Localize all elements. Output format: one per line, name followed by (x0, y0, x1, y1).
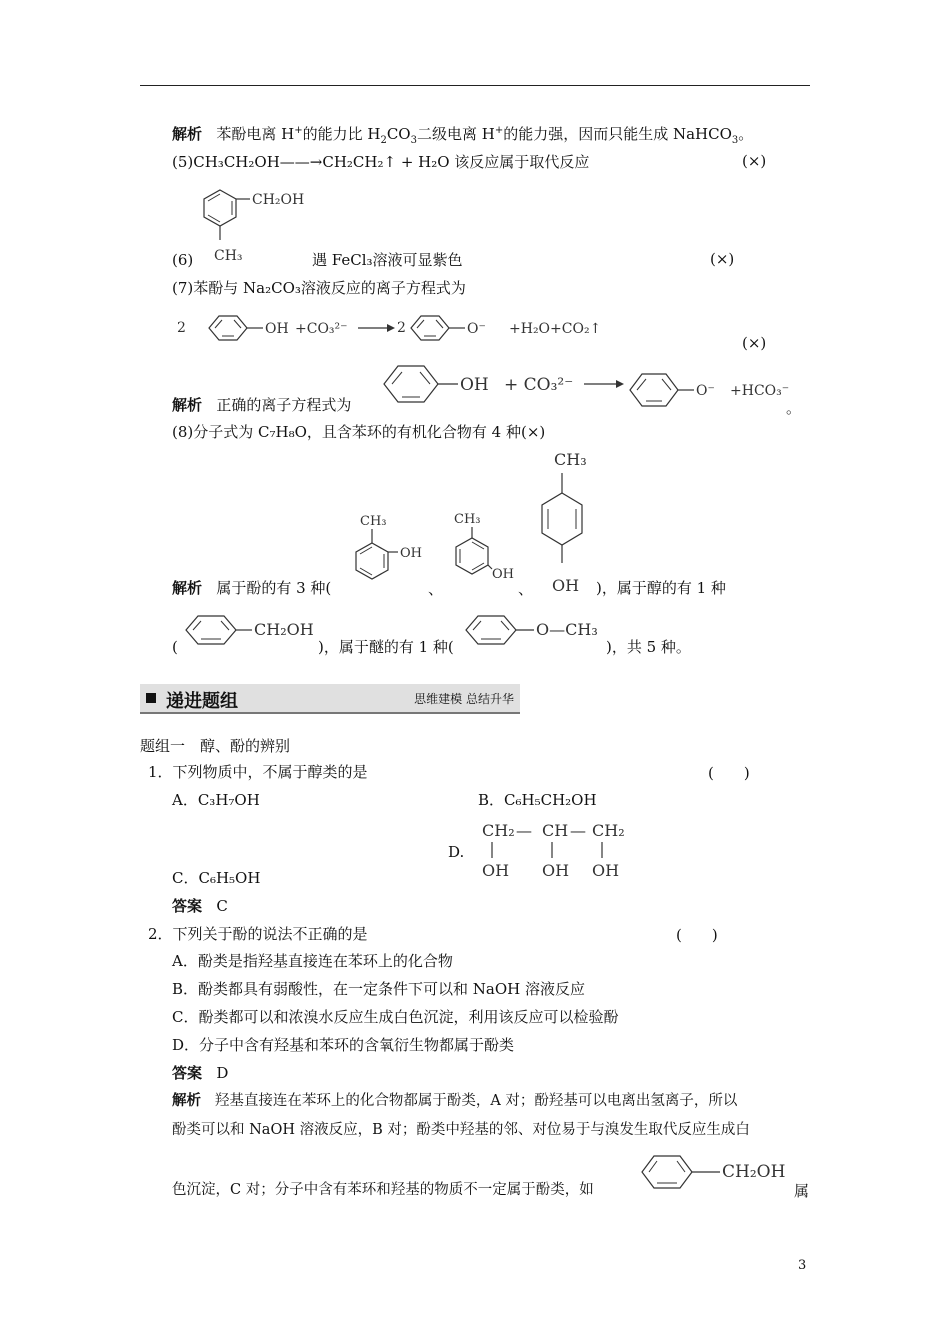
svg-text:2: 2 (177, 320, 186, 336)
item-7-text: (7)苯酚与 Na₂CO₃溶液反应的离子方程式为 (172, 279, 466, 297)
svg-text:+H₂O+CO₂↑: +H₂O+CO₂↑ (509, 321, 602, 337)
benzyl-alcohol-structure-2 (636, 1150, 796, 1195)
ch2oh-label: CH₂OH (252, 192, 305, 208)
svg-text:OH: OH (492, 567, 514, 582)
svg-text:O—CH₃: O—CH₃ (536, 620, 598, 639)
svg-text:CH₂OH: CH₂OH (254, 620, 314, 639)
benzene-ring-icon (630, 374, 678, 406)
q2-option-b: B．酚类都具有弱酸性，在一定条件下可以和 NaOH 溶液反应 (172, 980, 586, 998)
q2-stem: 2．下列关于酚的说法不正确的是 (148, 925, 368, 943)
svg-text:O⁻: O⁻ (467, 321, 486, 337)
analysis-7: 解析 正确的离子方程式为 (172, 396, 352, 414)
svg-text:OH: OH (482, 861, 510, 880)
section-banner (140, 684, 520, 714)
header-rule (140, 85, 810, 86)
svg-text:OH: OH (592, 861, 620, 880)
q1-option-c: C．C₆H₅OH (172, 869, 261, 887)
ch3-label: CH₃ (214, 248, 243, 264)
svg-text:CH₂OH: CH₂OH (722, 1162, 786, 1182)
svg-text:+ CO₃²⁻: + CO₃²⁻ (504, 375, 574, 395)
svg-text:—: — (570, 821, 586, 840)
svg-text:2: 2 (397, 320, 406, 336)
item-7-mark: (×) (742, 334, 767, 352)
q1-stem: 1．下列物质中，不属于醇类的是 (148, 763, 368, 781)
page-number: 3 (798, 1258, 807, 1273)
benzyl-alcohol-structure (180, 610, 320, 655)
svg-text:OH: OH (400, 546, 422, 561)
svg-text:CH₃: CH₃ (554, 450, 587, 469)
svg-text:CH₃: CH₃ (454, 512, 481, 527)
square-bullet-icon (146, 693, 156, 703)
analysis-8: 解析 属于酚的有 3 种( (172, 579, 332, 597)
item-6-mark: (×) (710, 250, 735, 268)
q2-analysis-line2: 酚类可以和 NaOH 溶液反应，B 对；酚类中羟基的邻、对位易于与溴发生取代反应生成白 (172, 1122, 750, 1138)
svg-text:CH₂: CH₂ (592, 821, 625, 840)
svg-text:CH₃: CH₃ (360, 514, 387, 529)
p-cresol-structure (530, 445, 600, 600)
svg-text:+HCO₃⁻: +HCO₃⁻ (730, 383, 790, 399)
o-cresol-structure (340, 505, 435, 600)
analysis-4: 解析 苯酚电离 H+的能力比 $H_2CO_3$二级电离 H+的能力强，因而只能生成 NaHCO$_3$。 (172, 125, 754, 146)
banner-title: 递进题组 (166, 691, 238, 712)
wrong-equation (175, 308, 625, 348)
q2-option-c: C．酚类都可以和浓溴水反应生成白色沉淀，利用该反应可以检验酚 (172, 1008, 619, 1026)
q1-answer-blank: ( ) (708, 764, 750, 782)
reaction-arrow-icon (358, 324, 395, 332)
m-methylbenzyl-alcohol-structure (190, 184, 330, 264)
item-8-text: (8)分子式为 C₇H₈O，且含苯环的有机化合物有 4 种(×) (172, 423, 546, 441)
q2-analysis-line3: 色沉淀，C 对；分子中含有苯环和羟基的物质不一定属于酚类，如 (172, 1182, 594, 1198)
item-5-mark: (×) (742, 152, 767, 170)
reaction-arrow-icon (584, 380, 624, 388)
svg-text:O⁻: O⁻ (696, 383, 715, 399)
q2-analysis-line1: 解析 羟基直接连在苯环上的化合物都属于酚类，A 对；酚羟基可以电离出氢离子，所以 (172, 1092, 738, 1109)
anisole-structure (462, 610, 612, 655)
analysis-label: 解析 (172, 125, 203, 143)
svg-text:OH: OH (460, 375, 489, 395)
svg-text:CH₂: CH₂ (482, 821, 515, 840)
glycerol-structure (480, 814, 640, 886)
svg-text:+CO₃²⁻: +CO₃²⁻ (295, 321, 348, 337)
q2-answer: 答案 D (172, 1064, 229, 1082)
item-6-text: 遇 FeCl₃溶液可显紫色 (312, 251, 463, 269)
q1-answer: 答案 C (172, 897, 228, 915)
benzene-ring-icon (209, 316, 247, 340)
svg-text:—: — (516, 821, 532, 840)
m-cresol-structure (440, 505, 530, 600)
q1-option-b: B．C₆H₅CH₂OH (478, 791, 597, 809)
q2-answer-blank: ( ) (676, 926, 718, 944)
benzene-ring-icon (411, 316, 449, 340)
item-6-num: (6) (172, 251, 194, 269)
item-5-text: (5)CH₃CH₂OH——→CH₂CH₂↑ + H₂O 该反应属于取代反应 (172, 153, 590, 171)
benzene-ring-icon (384, 366, 438, 402)
q1-option-a: A．C₃H₇OH (172, 791, 260, 809)
svg-text:OH: OH (265, 321, 289, 337)
svg-text:OH: OH (552, 576, 580, 595)
q2-option-a: A．酚类是指羟基直接连在苯环上的化合物 (172, 952, 453, 970)
svg-text:OH: OH (542, 861, 570, 880)
group-title: 题组一 醇、酚的辨别 (140, 737, 291, 755)
banner-subtitle: 思维建模 总结升华 (414, 692, 514, 706)
correct-equation (380, 360, 800, 415)
svg-text:CH: CH (542, 821, 569, 840)
q1-option-d-label: D. (448, 843, 465, 861)
q2-option-d: D．分子中含有羟基和苯环的含氧衍生物都属于酚类 (172, 1036, 515, 1054)
